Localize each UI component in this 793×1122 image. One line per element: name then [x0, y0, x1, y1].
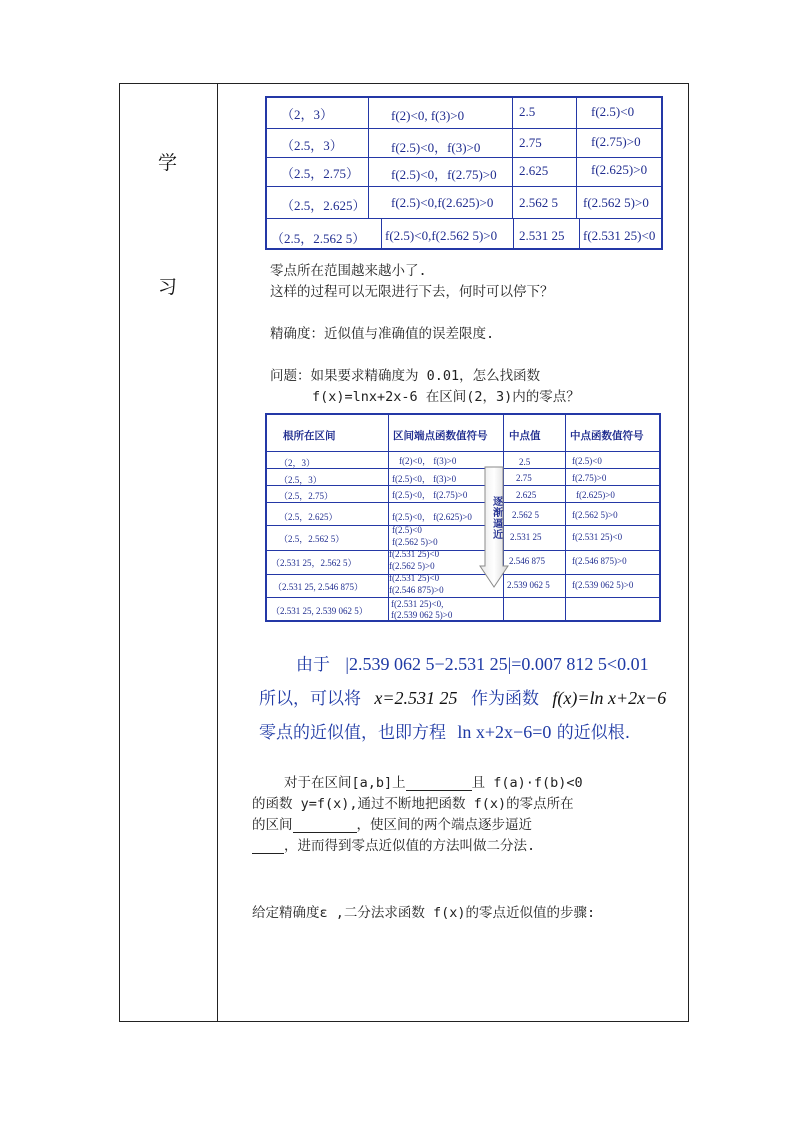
t2-header-signs: 区间端点函数值符号	[393, 430, 488, 442]
t1-r3-mid: 2.625	[519, 163, 549, 178]
side-label-xue: 学	[158, 152, 178, 174]
bisection-table-1	[265, 96, 663, 250]
definition-4b: ，进而得到零点近似值的方法叫做二分法.	[284, 838, 536, 854]
t1-r1-interval: （2，3）	[281, 107, 334, 122]
t2-r5-signs-b: f(2.562 5)>0	[392, 537, 438, 547]
text-line-3: 精确度：近似值与准确值的误差限度.	[270, 326, 495, 342]
t1-r1-mid: 2.5	[519, 104, 536, 119]
t2-r3-interval: （2.5，2.75）	[279, 491, 334, 501]
t1-r5-midsign: f(2.531 25)<0	[583, 228, 656, 243]
t1-r4-signs: f(2.5)<0,f(2.625)>0	[391, 195, 494, 210]
conclusion-line-1	[296, 650, 649, 675]
t2-r7-midsign: f(2.539 062 5)>0	[572, 580, 634, 590]
text-line-5: f(x)=lnx+2x-6 在区间(2，3)内的零点？	[312, 389, 580, 405]
conclusion-3-prefix: 零点的近似值，也即方程	[259, 723, 446, 743]
t2-r7-signs-b: f(2.546 875)>0	[389, 585, 444, 595]
t2-header-midsign: 中点函数值符号	[570, 430, 644, 442]
t2-r1-interval: （2，3）	[279, 458, 316, 468]
t2-r1-mid: 2.5	[519, 457, 531, 467]
conclusion-2-prefix: 所以，可以将	[259, 689, 361, 709]
t2-r2-mid: 2.75	[516, 473, 532, 483]
t2-r4-mid: 2.562 5	[512, 510, 539, 520]
t2-r6-signs-a: f(2.531 25)<0	[389, 549, 440, 559]
definition-3a: 的区间	[252, 817, 293, 833]
t1-r2-midsign: f(2.75)>0	[591, 134, 641, 149]
t2-r1-midsign: f(2.5)<0	[572, 456, 602, 466]
arrow-label: 逐渐逼近	[493, 497, 503, 541]
t1-r3-midsign: f(2.625)>0	[591, 162, 648, 177]
t2-header-interval: 根所在区间	[283, 430, 336, 442]
conclusion-1-prefix: 由于	[296, 655, 330, 675]
t2-r6-midsign: f(2.546 875)>0	[572, 556, 627, 566]
t2-r8-signs-b: f(2.539 062 5)>0	[391, 610, 453, 620]
definition-3b: ，使区间的两个端点逐步逼近	[356, 817, 532, 833]
t1-r2-interval: （2.5，3）	[281, 138, 343, 153]
t2-r3-mid: 2.625	[516, 490, 537, 500]
t1-r4-midsign: f(2.562 5)>0	[583, 195, 649, 210]
blank-1[interactable]	[406, 776, 472, 791]
t1-r5-mid: 2.531 25	[519, 228, 565, 243]
definition-line-4	[252, 834, 535, 854]
t2-r2-midsign: f(2.75)>0	[572, 473, 607, 483]
t2-r7-signs-a: f(2.531 25)<0	[389, 573, 440, 583]
definition-1a: 对于在区间[a,b]上	[284, 775, 406, 791]
t2-r4-interval: （2.5，2.625）	[279, 512, 338, 522]
t2-r3-signs: f(2.5)<0， f(2.75)>0	[392, 490, 468, 500]
steps-line: 给定精确度ε ,二分法求函数 f(x)的零点近似值的步骤:	[252, 905, 596, 921]
conclusion-1-math: |2.539 062 5−2.531 25|=0.007 812 5<0.01	[345, 654, 649, 674]
conclusion-line-2	[259, 684, 666, 709]
conclusion-2-math1: x=2.531 25	[374, 688, 458, 708]
t2-r5-midsign: f(2.531 25)<0	[572, 532, 623, 542]
t1-r3-interval: （2.5，2.75）	[281, 166, 360, 181]
conclusion-3-math: ln x+2x−6=0	[457, 722, 552, 742]
text-line-4: 问题：如果要求精确度为 0.01，怎么找函数	[270, 368, 541, 384]
text-line-1: 零点所在范围越来越小了.	[270, 263, 427, 279]
definition-1b: 且 f(a)·f(b)<0	[471, 775, 583, 791]
definition-line-3	[252, 813, 532, 833]
blank-2[interactable]	[293, 818, 357, 833]
t2-r8-interval: （2.531 25, 2.539 062 5）	[271, 606, 368, 616]
t2-r5-signs-a: f(2.5)<0	[392, 525, 422, 535]
t2-header-mid: 中点值	[509, 430, 541, 442]
t2-r2-signs: f(2.5)<0， f(3)>0	[392, 474, 457, 484]
t2-r6-signs-b: f(2.562 5)>0	[389, 561, 435, 571]
t1-r4-interval: （2.5，2.625）	[281, 198, 366, 213]
column-divider	[217, 83, 218, 1022]
t2-r5-mid: 2.531 25	[510, 532, 542, 542]
conclusion-2-mid: 作为函数	[470, 689, 539, 709]
t1-r2-mid: 2.75	[519, 135, 542, 150]
bisection-table-2	[265, 413, 661, 622]
t2-r7-mid: 2.539 062 5	[507, 580, 550, 590]
t2-r4-signs: f(2.5)<0， f(2.625)>0	[392, 512, 472, 522]
t2-r4-midsign: f(2.562 5)>0	[572, 510, 618, 520]
blank-3[interactable]	[252, 839, 284, 854]
t1-r1-signs: f(2)<0, f(3)>0	[391, 108, 465, 123]
conclusion-line-3	[259, 718, 630, 743]
t2-r1-signs: f(2)<0， f(3)>0	[399, 456, 457, 466]
t2-r6-mid: 2.546 875	[509, 556, 545, 566]
t2-r6-interval: （2.531 25，2.562 5）	[271, 558, 357, 568]
t2-r3-midsign: f(2.625)>0	[576, 490, 615, 500]
conclusion-2-math2: f(x)=ln x+2x−6	[552, 688, 667, 708]
definition-line-2: 的函数 y=f(x),通过不断地把函数 f(x)的零点所在	[252, 796, 574, 812]
t1-r3-signs: f(2.5)<0，f(2.75)>0	[391, 167, 497, 182]
t1-r5-signs: f(2.5)<0,f(2.562 5)>0	[385, 228, 498, 243]
text-line-2: 这样的过程可以无限进行下去，何时可以停下？	[270, 284, 554, 300]
t1-r5-interval: （2.5，2.562 5）	[271, 231, 366, 246]
t1-r1-midsign: f(2.5)<0	[591, 104, 635, 119]
definition-line-1	[284, 771, 583, 791]
side-label-xi: 习	[158, 276, 178, 298]
t1-r2-signs: f(2.5)<0，f(3)>0	[391, 140, 481, 155]
t2-r8-signs-a: f(2.531 25)<0,	[391, 599, 444, 609]
conclusion-3-suffix: 的近似根.	[556, 723, 631, 743]
t2-r7-interval: （2.531 25, 2.546 875）	[273, 582, 364, 592]
t2-r5-interval: （2.5，2.562 5）	[279, 534, 345, 544]
t1-r4-mid: 2.562 5	[519, 195, 558, 210]
t2-r2-interval: （2.5，3）	[279, 475, 322, 485]
